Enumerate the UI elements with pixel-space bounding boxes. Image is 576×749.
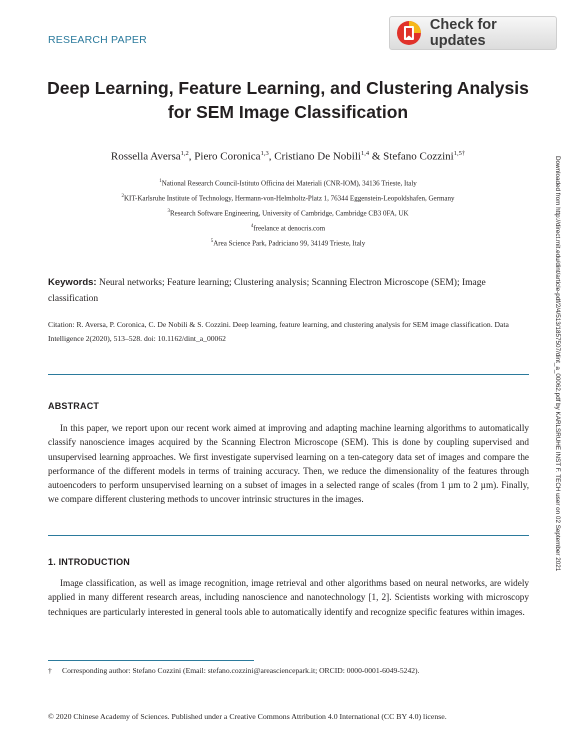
keywords-label: Keywords: <box>48 277 97 288</box>
affiliation-text: Research Software Engineering, University of Cambridge, Cambridge CB3 0FA, UK <box>169 209 409 218</box>
section-divider <box>48 374 529 375</box>
download-side-note: Downloaded from http://direct.mit.edu/dint/article-pdf/2/4/513/1857507/dint_a_00062.pdf by KARLSRUHE INST F. TECH user on 02 September 2021 <box>554 156 561 572</box>
affiliation <box>40 224 536 232</box>
affiliation <box>40 194 536 202</box>
paper-type-label: RESEARCH PAPER <box>48 34 147 46</box>
author-list <box>40 150 536 163</box>
footnote <box>48 666 534 675</box>
abstract-heading: ABSTRACT <box>48 401 100 411</box>
affiliation-sup: 4 <box>250 224 254 229</box>
introduction-text: Image classification, as well as image recognition, image retrieval and other algorithms based on neural networks, are widely applied in many different research areas, including nanoscience and nanotechnology [1, 2]. Scientists working with microscopy techniques are particularly interested in general tools able to automatically identify and recognize specific features within images. <box>48 578 529 617</box>
author-name: Rossella Aversa <box>110 150 181 163</box>
introduction-heading: 1. INTRODUCTION <box>48 557 131 567</box>
footnote-mark: † <box>48 666 52 675</box>
author-name: Piero Coronica <box>194 150 261 163</box>
affiliation-sup: 1 <box>159 179 162 184</box>
author-separator: , <box>268 150 275 163</box>
keywords-text: Neural networks; Feature learning; Clustering analysis; Scanning Electron Microscope (SEM); Image classification <box>48 278 486 304</box>
author-name: Stefano Cozzini <box>383 150 454 163</box>
check-for-updates-button[interactable] <box>389 16 557 50</box>
affiliation-text: freelance at denocris.com <box>253 224 326 233</box>
check-for-updates-label: Check for updates <box>429 17 497 49</box>
citation: Citation: R. Aversa, P. Coronica, C. De Nobili & S. Cozzini. Deep learning, feature learning, and clustering analysis for SEM image classification. Data Intelligence 2(2020), 513–528. doi: 10.1162/dint_a_00062 <box>48 320 509 343</box>
affiliation-sup: 3 <box>167 209 170 214</box>
author-affiliation-sup: 1,4 <box>360 150 370 157</box>
paper-title: Deep Learning, Feature Learning, and Clustering Analysis for SEM Image Classification <box>47 78 529 122</box>
keywords <box>48 275 534 307</box>
author-affiliation-sup: 1,3 <box>260 150 269 157</box>
footnote-divider <box>48 660 254 661</box>
affiliation-sup: 2 <box>121 194 124 199</box>
license-statement: © 2020 Chinese Academy of Sciences. Published under a Creative Commons Attribution 4.0 International (CC BY 4.0) license. <box>48 712 447 721</box>
affiliation-text: KIT-Karlsruhe Institute of Technology, Hermann-von-Helmholtz-Platz 1, 76344 Eggenstein-Leopoldshafen, Germany <box>124 194 455 203</box>
author-affiliation-sup: 1,5† <box>453 150 466 157</box>
affiliation-text: Area Science Park, Padriciano 99, 34149 Trieste, Italy <box>213 239 366 248</box>
author-affiliation-sup: 1,2 <box>180 150 189 157</box>
author-separator: & <box>369 150 384 163</box>
abstract-text: In this paper, we report upon our recent work aimed at improving and adapting machine learning algorithms to automatically classify nanoscience images acquired by the Scanning Electron Microscope (SEM). This is done by coupling supervised and unsupervised learning approaches. We first investigate supervised learning on a ten-category data set of images and compare the performance of the different models in terms of training accuracy. Then, we reduce the dimensionality of the features through autoencoders to perform unsupervised learning on a subset of images in a selected range of scales (from 1 µm to 2 µm). Finally, we compare different clustering methods to uncover intrinsic structures in the images. <box>48 423 529 505</box>
author-separator: , <box>188 150 195 163</box>
affiliation <box>40 239 536 247</box>
affiliation-text: National Research Council-Istituto Officina dei Materiali (CNR-IOM), 34136 Trieste, Italy <box>161 179 417 188</box>
affiliation <box>40 209 536 217</box>
crossmark-icon <box>396 20 422 46</box>
section-divider <box>48 535 529 536</box>
affiliation <box>40 179 536 187</box>
affiliation-sup: 5 <box>210 239 214 244</box>
author-name: Cristiano De Nobili <box>274 150 361 163</box>
footnote-text: Corresponding author: Stefano Cozzini (Email: stefano.cozzini@areasciencepark.it; ORCID: 0000-0001-6049-5242). <box>62 666 420 675</box>
